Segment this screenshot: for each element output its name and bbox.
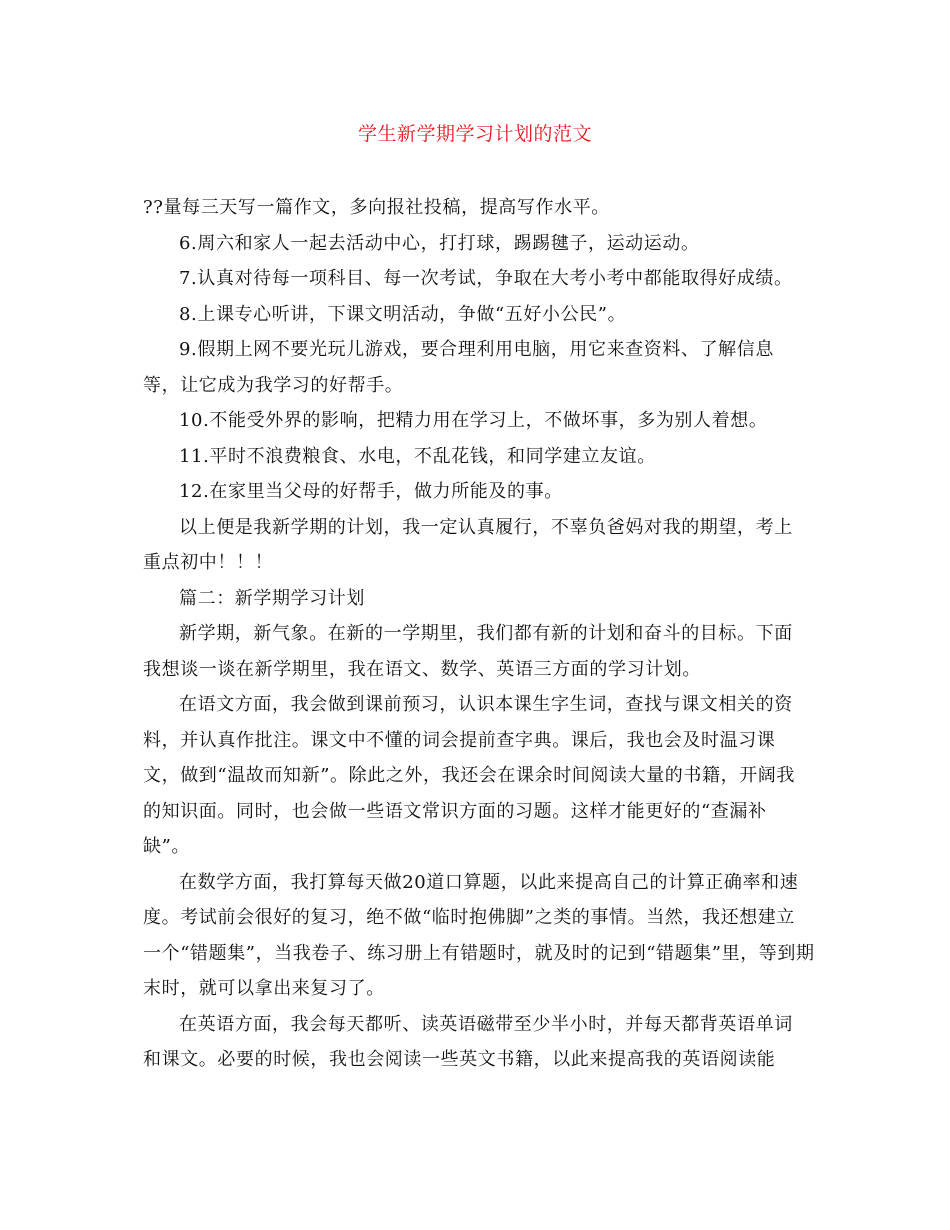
paragraph-line: 在英语方面，我会每天都听、读英语磁带至少半小时，并每天都背英语单词 (179, 1013, 793, 1035)
paragraph-line: 11.平时不浪费粮食、水电，不乱花钱，和同学建立友谊。 (179, 445, 656, 467)
paragraph-line: 缺”。 (143, 836, 191, 857)
document-body (143, 190, 815, 1078)
paragraph-line: 在语文方面，我会做到课前预习，认识本课生字生词，查找与课文相关的资 (179, 694, 793, 715)
paragraph-line: 10.不能受外界的影响，把精力用在学习上，不做坏事，多为别人着想。 (179, 410, 768, 431)
paragraph (143, 190, 807, 226)
paragraph (143, 1007, 807, 1078)
paragraph-line: 和课文。必要的时候，我也会阅读一些英文书籍，以此来提高我的英语阅读能 (143, 1049, 776, 1070)
paragraph (143, 865, 815, 1007)
paragraph-line: 我想谈一谈在新学期里，我在语文、数学、英语三方面的学习计划。 (143, 658, 701, 680)
paragraph-line: 9.假期上网不要光玩儿游戏，要合理利用电脑，用它来查资料、了解信息 (179, 339, 774, 360)
paragraph-line: 等，让它成为我学习的好帮手。 (143, 374, 404, 396)
paragraph (143, 510, 807, 581)
paragraph (143, 332, 807, 403)
paragraph-line: 料，并认真作批注。课文中不懂的词会提前查字典。课后，我也会及时温习课 (143, 729, 776, 751)
paragraph-line: 7.认真对待每一项科目、每一次考试，争取在大考小考中都能取得好成绩。 (179, 268, 793, 289)
paragraph (143, 297, 807, 333)
paragraph-line: 度。考试前会很好的复习，绝不做“临时抱佛脚”之类的事情。当然，我还想建立 (143, 907, 796, 928)
paragraph-line: 重点初中！！！ (143, 552, 274, 573)
paragraph (143, 581, 807, 617)
paragraph (143, 403, 807, 439)
paragraph (143, 474, 807, 510)
paragraph-line: 末时，就可以拿出来复习了。 (143, 978, 385, 999)
paragraph-line: 8.上课专心听讲，下课文明活动，争做“五好小公民”。 (179, 303, 627, 325)
paragraph (143, 616, 807, 687)
paragraph (143, 226, 807, 262)
paragraph (143, 439, 807, 475)
paragraph-line: 篇二：新学期学习计划 (179, 587, 365, 609)
paragraph-line: 12.在家里当父母的好帮手，做力所能及的事。 (179, 481, 563, 502)
document-title: 学生新学期学习计划的范文 (357, 123, 592, 145)
paragraph (143, 261, 807, 297)
paragraph-line: 6.周六和家人一起去活动中心，打打球，踢踢毽子，运动运动。 (179, 232, 700, 254)
paragraph-line: ??量每三天写一篇作文，多向报社投稿，提高写作水平。 (143, 197, 610, 218)
paragraph-line: 以上便是我新学期的计划，我一定认真履行，不辜负爸妈对我的期望，考上 (179, 516, 793, 538)
paragraph-line: 的知识面。同时，也会做一些语文常识方面的习题。这样才能更好的“查漏补 (143, 800, 767, 822)
paragraph-line: 一个“错题集”，当我卷子、练习册上有错题时，就及时的记到“错题集”里，等到期 (143, 942, 815, 964)
paragraph-line: 文，做到“温故而知新”。除此之外，我还会在课余时间阅读大量的书籍，开阔我 (143, 765, 796, 786)
paragraph (143, 687, 807, 865)
paragraph-line: 新学期，新气象。在新的一学期里，我们都有新的计划和奋斗的目标。下面 (179, 623, 793, 644)
paragraph-line: 在数学方面，我打算每天做20道口算题，以此来提高自己的计算正确率和速 (179, 871, 799, 893)
